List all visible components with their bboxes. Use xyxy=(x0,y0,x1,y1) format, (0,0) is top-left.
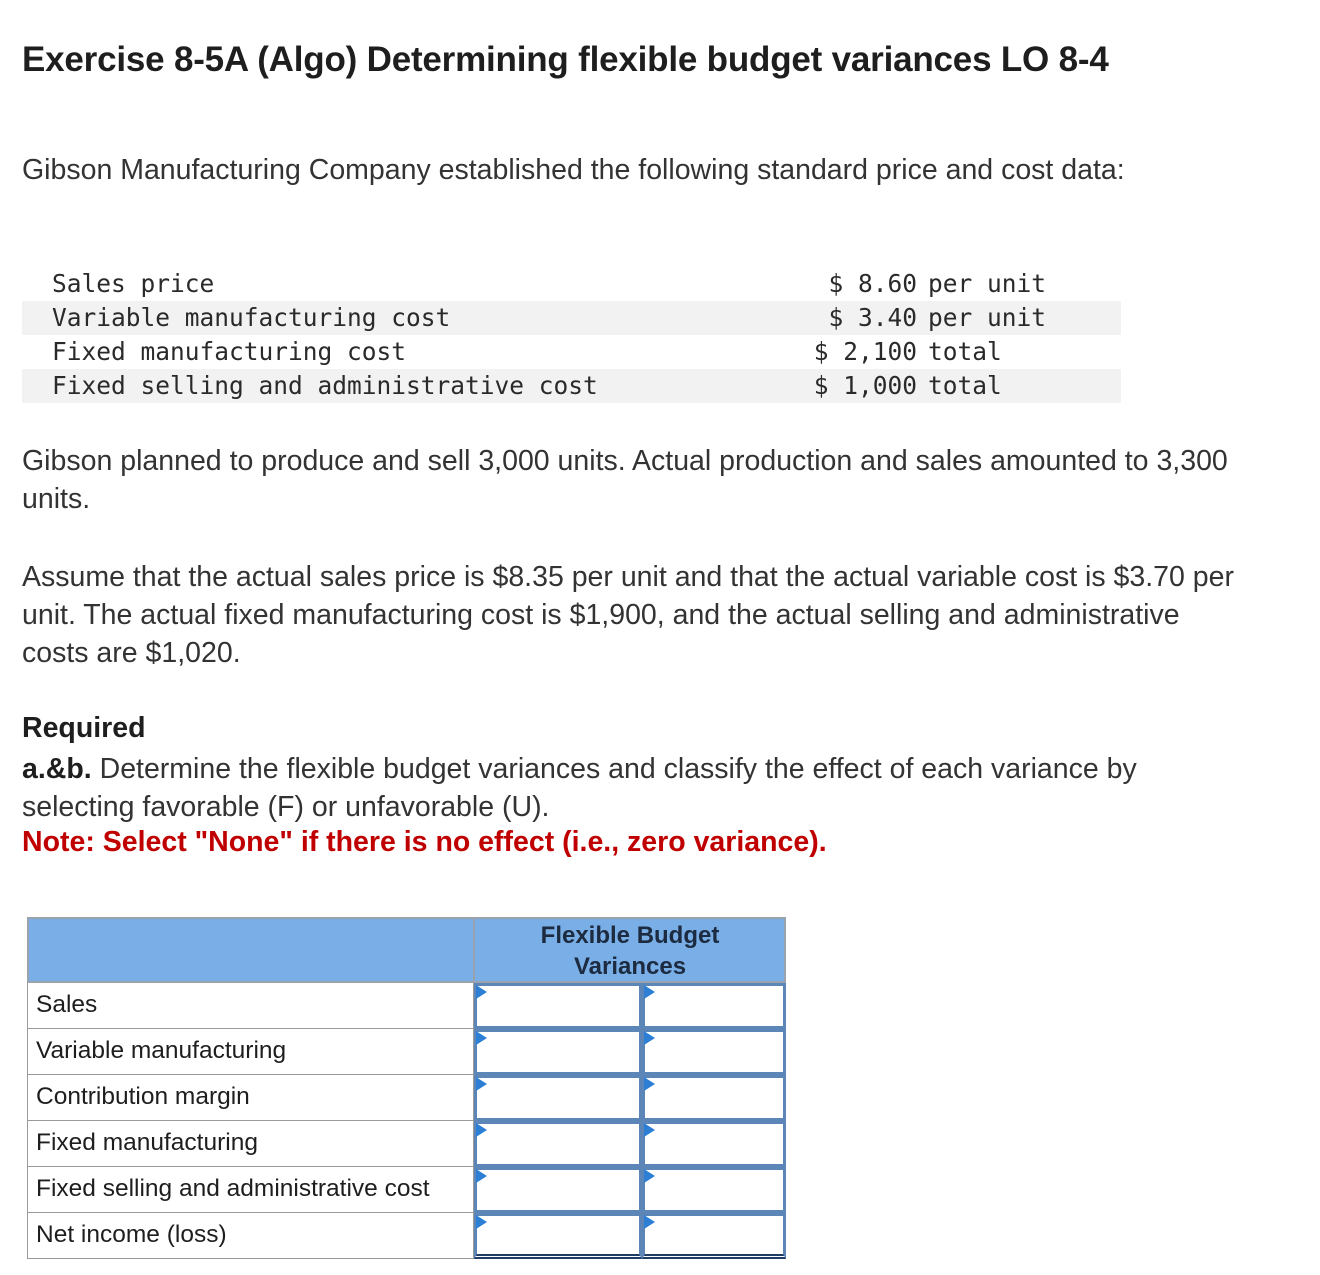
dropdown-marker-icon xyxy=(644,1077,655,1091)
amount-input[interactable] xyxy=(474,1167,642,1213)
intro-text: Gibson Manufacturing Company established the following standard price and cost data: xyxy=(22,154,1125,186)
table-row xyxy=(27,1029,786,1075)
amount-input[interactable] xyxy=(474,1121,642,1167)
effect-select[interactable] xyxy=(642,1029,786,1075)
plan-text: Gibson planned to produce and sell 3,000 units. Actual production and sales amounted to 3,300 units. xyxy=(22,445,1228,515)
data-label: Sales price xyxy=(52,269,215,298)
effect-select[interactable] xyxy=(642,1213,786,1259)
answer-table xyxy=(27,917,786,1259)
row-label: Fixed manufacturing xyxy=(27,1121,474,1167)
amount-input[interactable] xyxy=(474,1075,642,1121)
data-amount: $ 8.60 xyxy=(828,269,917,298)
dropdown-marker-icon xyxy=(644,1215,655,1229)
data-amount: $ 1,000 xyxy=(813,371,917,400)
dropdown-marker-icon xyxy=(644,1123,655,1137)
data-row xyxy=(22,267,1121,301)
data-row xyxy=(22,369,1121,403)
assumption-text: Assume that the actual sales price is $8.35 per unit and that the actual variable cost is $3.70 per unit. The actual fixed manufacturing cost is $1,900, and the actual selling and administrative costs are $1,020. xyxy=(22,561,1234,669)
data-amount: $ 2,100 xyxy=(813,337,917,366)
input-marker-icon xyxy=(476,1169,487,1183)
input-marker-icon xyxy=(476,985,487,999)
required-instructions: Determine the flexible budget variances and classify the effect of each variance by selecting favorable (F) or unfavorable (U). xyxy=(22,753,1137,823)
table-row xyxy=(27,983,786,1029)
table-row xyxy=(27,1075,786,1121)
data-unit: total xyxy=(928,337,1002,366)
table-row xyxy=(27,1167,786,1213)
data-unit: per unit xyxy=(928,303,1047,332)
row-label: Net income (loss) xyxy=(27,1213,474,1259)
part-label: a.&b. xyxy=(22,753,92,785)
effect-select[interactable] xyxy=(642,983,786,1029)
input-marker-icon xyxy=(476,1031,487,1045)
header-line: Variances xyxy=(573,953,687,980)
page-title: Exercise 8-5A (Algo) Determining flexible budget variances LO 8-4 xyxy=(22,40,1109,79)
row-label: Variable manufacturing xyxy=(27,1029,474,1075)
table-row xyxy=(27,1121,786,1167)
amount-input[interactable] xyxy=(474,1213,642,1259)
data-amount: $ 3.40 xyxy=(828,303,917,332)
table-row xyxy=(27,1213,786,1259)
amount-input[interactable] xyxy=(474,983,642,1029)
input-marker-icon xyxy=(476,1215,487,1229)
header-line: Flexible Budget xyxy=(540,922,720,949)
dropdown-marker-icon xyxy=(644,1169,655,1183)
effect-select[interactable] xyxy=(642,1075,786,1121)
data-label: Fixed manufacturing cost xyxy=(52,337,407,366)
input-marker-icon xyxy=(476,1123,487,1137)
input-marker-icon xyxy=(476,1077,487,1091)
data-unit: total xyxy=(928,371,1002,400)
data-row xyxy=(22,335,1121,369)
data-label: Fixed selling and administrative cost xyxy=(52,371,598,400)
note-text: Note: Select "None" if there is no effect (i.e., zero variance). xyxy=(22,826,827,858)
row-label: Sales xyxy=(27,983,474,1029)
required-text xyxy=(22,750,1252,826)
data-label: Variable manufacturing cost xyxy=(52,303,451,332)
effect-select[interactable] xyxy=(642,1121,786,1167)
amount-input[interactable] xyxy=(474,1029,642,1075)
header-blank-cell xyxy=(27,917,475,983)
data-row xyxy=(22,301,1121,335)
required-heading: Required xyxy=(22,712,146,744)
variance-column-header xyxy=(474,917,786,983)
effect-select[interactable] xyxy=(642,1167,786,1213)
row-label: Fixed selling and administrative cost xyxy=(27,1167,474,1213)
dropdown-marker-icon xyxy=(644,985,655,999)
standard-data-table xyxy=(22,267,1121,403)
data-unit: per unit xyxy=(928,269,1047,298)
row-label: Contribution margin xyxy=(27,1075,474,1121)
dropdown-marker-icon xyxy=(644,1031,655,1045)
